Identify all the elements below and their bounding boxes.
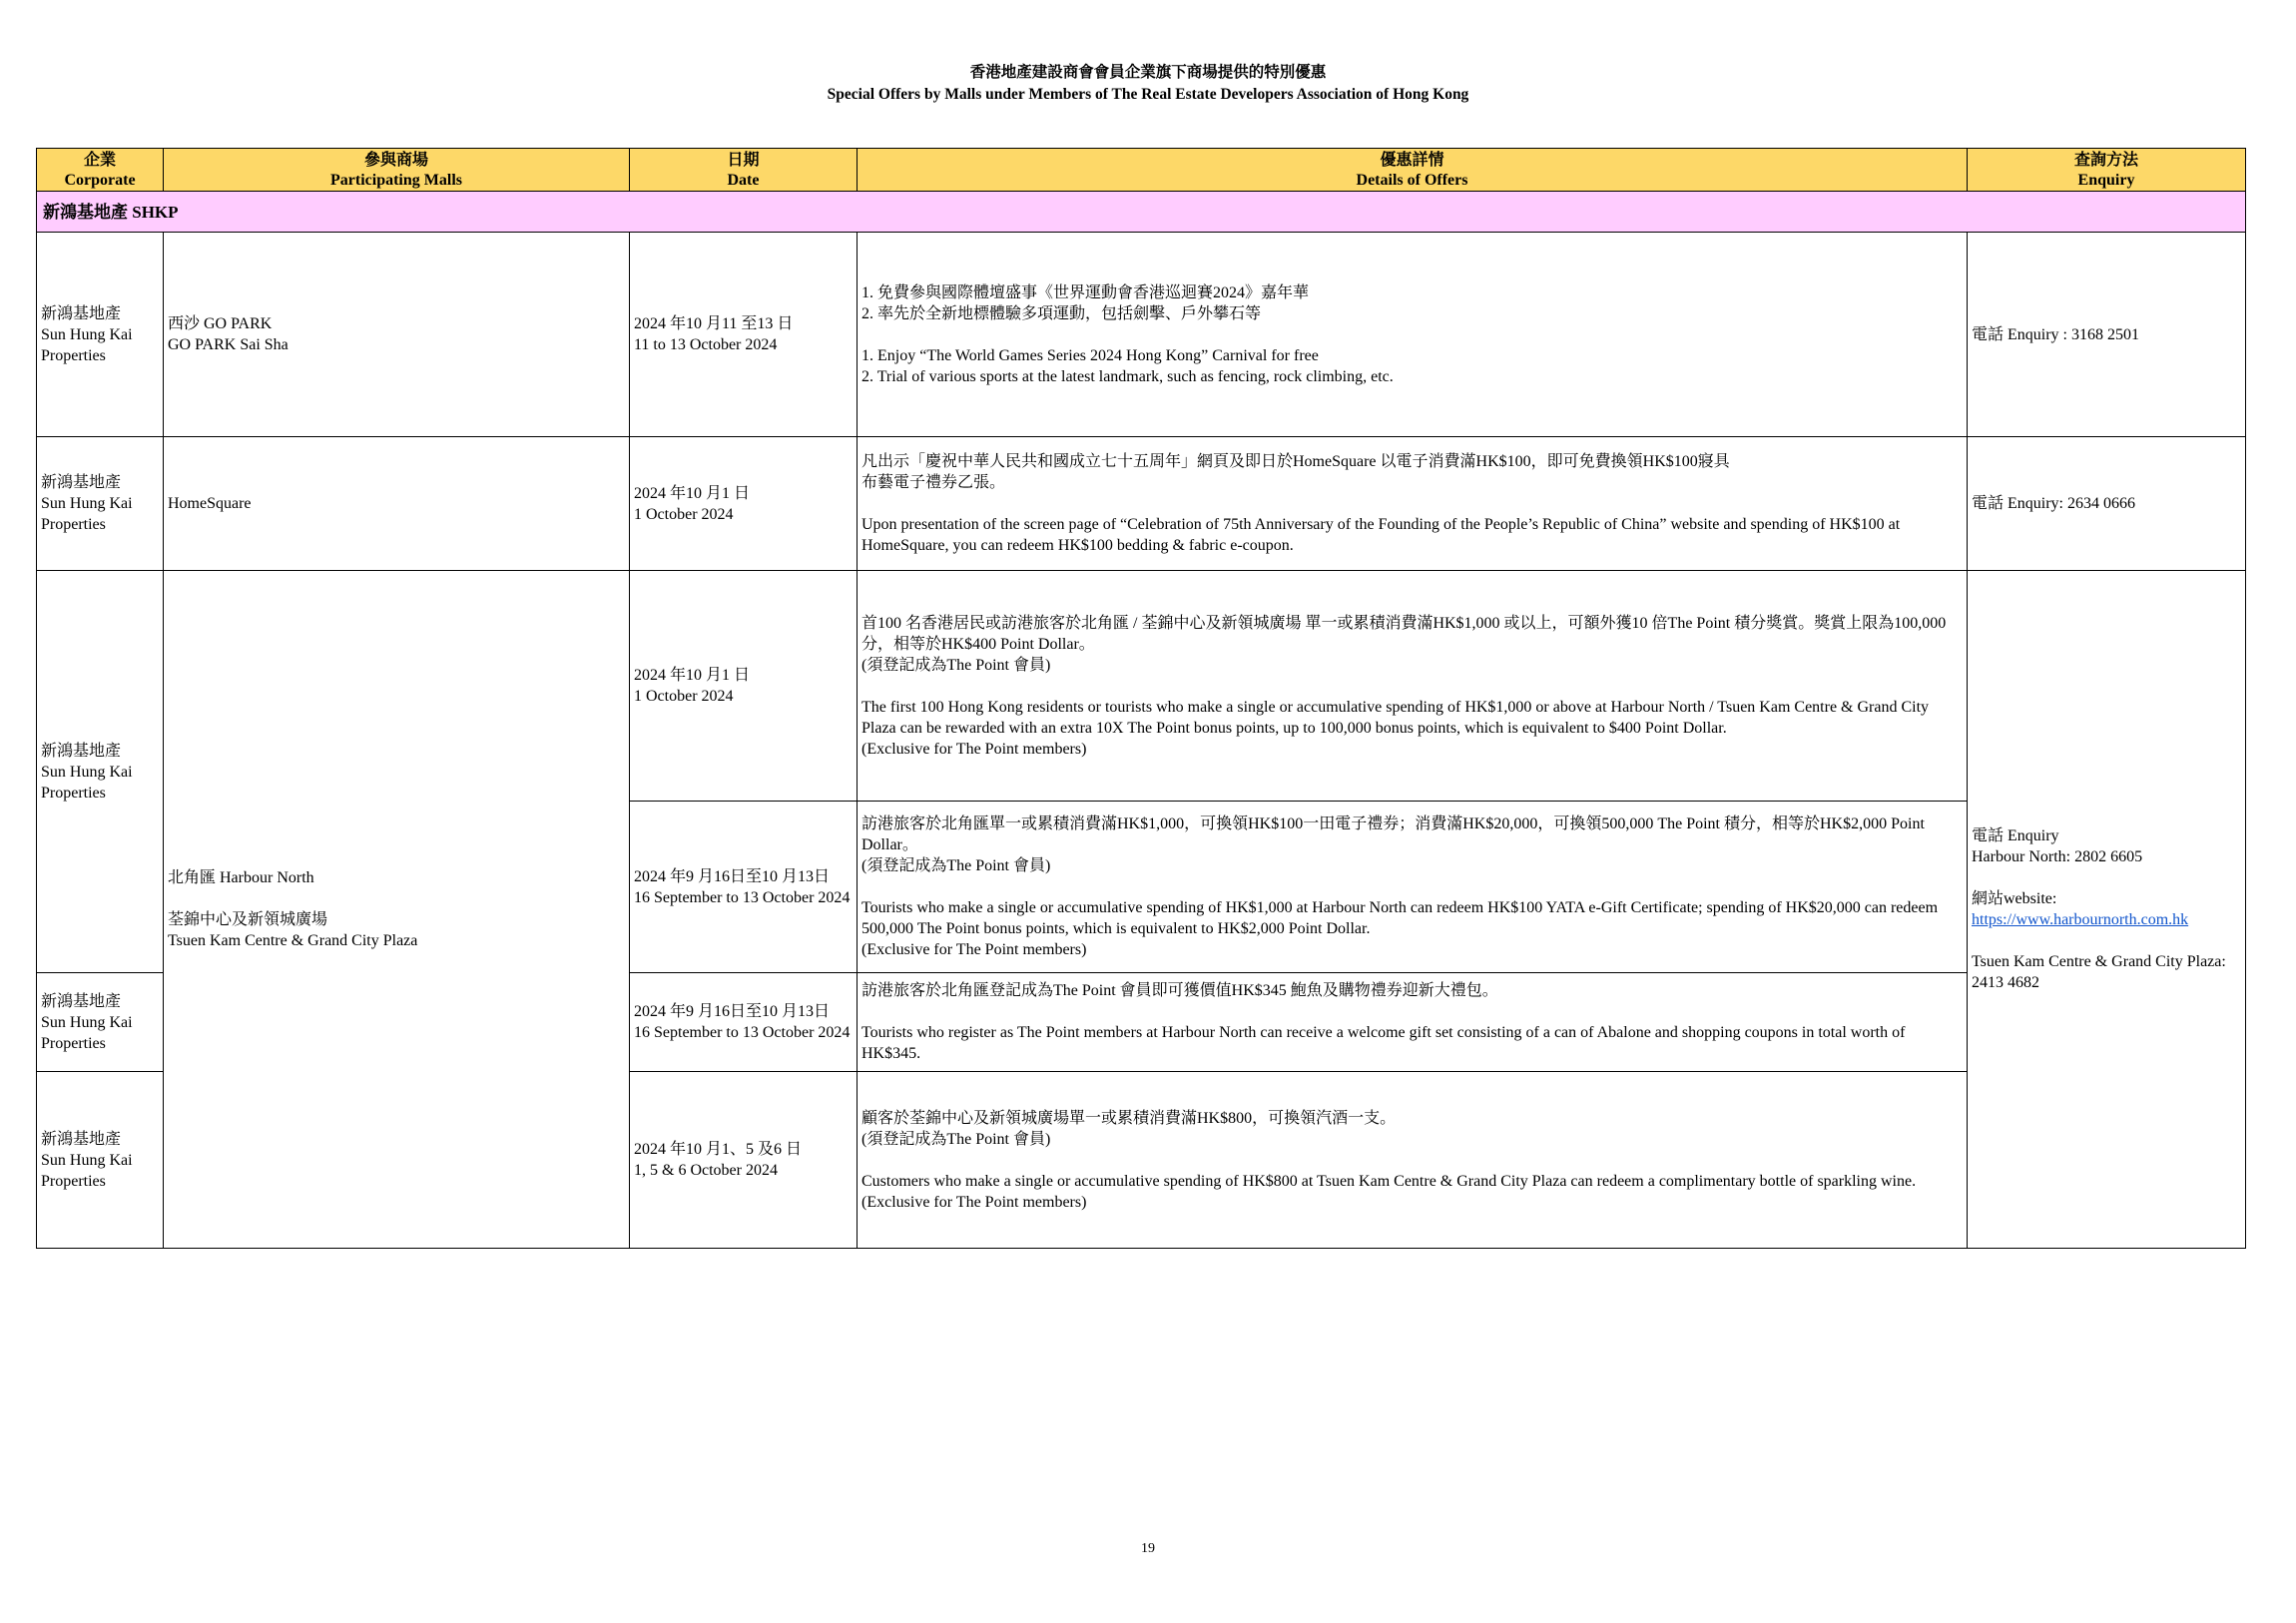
- table-row: [37, 437, 2246, 571]
- corporate-cell: 新鴻基地產 Sun Hung Kai Properties: [37, 1072, 164, 1249]
- header-details: 優惠詳情 Details of Offers: [858, 149, 1968, 192]
- table-row: [37, 571, 2246, 802]
- details-cell: 顧客於荃錦中心及新領城廣場單一或累積消費滿HK$800，可換領汽酒一支。 (須登記成為The Point 會員) Customers who make a single or accumulative spending of HK$800 at Tsuen Kam Centre & Grand City Plaza can redeem a complimentary bottle of sparkling wine. (Exclusive for The Point members): [858, 1072, 1968, 1249]
- corporate-cell: 新鴻基地產 Sun Hung Kai Properties: [37, 437, 164, 571]
- date-cell: 2024 年10 月1 日 1 October 2024: [630, 437, 858, 571]
- mall-cell: 西沙 GO PARK GO PARK Sai Sha: [164, 233, 630, 437]
- details-cell: 凡出示「慶祝中華人民共和國成立七十五周年」網頁及即日於HomeSquare 以電子消費滿HK$100，即可免費換領HK$100寢具 布藝電子禮券乙張。 Upon presentation of the screen page of “Celebration of 75th Anniversary of the Founding of the People’s Republic of China” website and spending of HK$100 at HomeSquare, you can redeem HK$100 bedding & fabric e-coupon.: [858, 437, 1968, 571]
- details-cell: 訪港旅客於北角匯單一或累積消費滿HK$1,000，可換領HK$100一田電子禮券；消費滿HK$20,000，可換領500,000 The Point 積分，相等於HK$2,000 Point Dollar。 (須登記成為The Point 會員) Tourists who make a single or accumulative spending of HK$1,000 at Harbour North can redeem HK$100 YATA e-Gift Certificate; spending of HK$20,000 can redeem 500,000 The Point bonus points, which is equivalent to HK$2,000 Point Dollar. (Exclusive for The Point members): [858, 802, 1968, 973]
- page-number: 19: [1141, 1541, 1155, 1556]
- details-cell: 首100 名香港居民或訪港旅客於北角匯 / 荃錦中心及新領城廣場 單一或累積消費滿HK$1,000 或以上，可額外獲10 倍The Point 積分獎賞。獎賞上限為100,000 分，相等於HK$400 Point Dollar。 (須登記成為The Point 會員) The first 100 Hong Kong residents or tourists who make a single or accumulative spending of HK$1,000 or above at Harbour North / Tsuen Kam Centre & Grand City Plaza can be rewarded with an extra 10X The Point bonus points, up to 100,000 bonus points, which is equivalent to $400 Point Dollar. (Exclusive for The Point members): [858, 571, 1968, 802]
- header-corporate: 企業 Corporate: [37, 149, 164, 192]
- enquiry-cell: 電話 Enquiry: 2634 0666: [1968, 437, 2246, 571]
- group-label: 新鴻基地產 SHKP: [37, 192, 2246, 233]
- group-row: [37, 192, 2246, 233]
- title-zh: 香港地產建設商會會員企業旗下商場提供的特別優惠: [969, 64, 1327, 81]
- date-cell: 2024 年9 月16日至10 月13日 16 September to 13 October 2024: [630, 973, 858, 1072]
- mall-cell: 北角匯 Harbour North 荃錦中心及新領城廣場 Tsuen Kam Centre & Grand City Plaza: [164, 571, 630, 1249]
- table-row: [37, 233, 2246, 437]
- date-cell: 2024 年10 月11 至13 日 11 to 13 October 2024: [630, 233, 858, 437]
- header-malls: 參與商場 Participating Malls: [164, 149, 630, 192]
- corporate-cell: 新鴻基地產 Sun Hung Kai Properties: [37, 233, 164, 437]
- header-date: 日期 Date: [630, 149, 858, 192]
- enquiry-cell: 電話 Enquiry Harbour North: 2802 6605 網站website: https://www.harbournorth.com.hk Tsuen Kam Centre & Grand City Plaza: 2413 4682: [1968, 571, 2246, 1249]
- details-cell: 1. 免費參與國際體壇盛事《世界運動會香港巡迴賽2024》嘉年華 2. 率先於全新地標體驗多項運動，包括劍擊、戶外攀石等 1. Enjoy “The World Games Series 2024 Hong Kong” Carnival for free 2. Trial of various sports at the latest landmark, such as fencing, rock climbing, etc.: [858, 233, 1968, 437]
- document-title: [0, 62, 2296, 106]
- date-cell: 2024 年10 月1 日 1 October 2024: [630, 571, 858, 802]
- details-cell: 訪港旅客於北角匯登記成為The Point 會員即可獲價值HK$345 鮑魚及購物禮券迎新大禮包。 Tourists who register as The Point members at Harbour North can receive a welcome gift set consisting of a can of Abalone and shopping coupons in total worth of HK$345.: [858, 973, 1968, 1072]
- mall-cell: HomeSquare: [164, 437, 630, 571]
- date-cell: 2024 年10 月1、5 及6 日 1, 5 & 6 October 2024: [630, 1072, 858, 1249]
- corporate-cell: 新鴻基地產 Sun Hung Kai Properties: [37, 973, 164, 1072]
- date-cell: 2024 年9 月16日至10 月13日 16 September to 13 October 2024: [630, 802, 858, 973]
- offers-table: [36, 148, 2246, 1249]
- website-link[interactable]: https://www.harbournorth.com.hk: [1972, 911, 2189, 928]
- title-en: Special Offers by Malls under Members of The Real Estate Developers Association of Hong Kong: [827, 86, 1469, 103]
- corporate-cell: 新鴻基地產 Sun Hung Kai Properties: [37, 571, 164, 973]
- enquiry-cell: 電話 Enquiry : 3168 2501: [1968, 233, 2246, 437]
- header-row: [37, 149, 2246, 192]
- header-enquiry: 查詢方法 Enquiry: [1968, 149, 2246, 192]
